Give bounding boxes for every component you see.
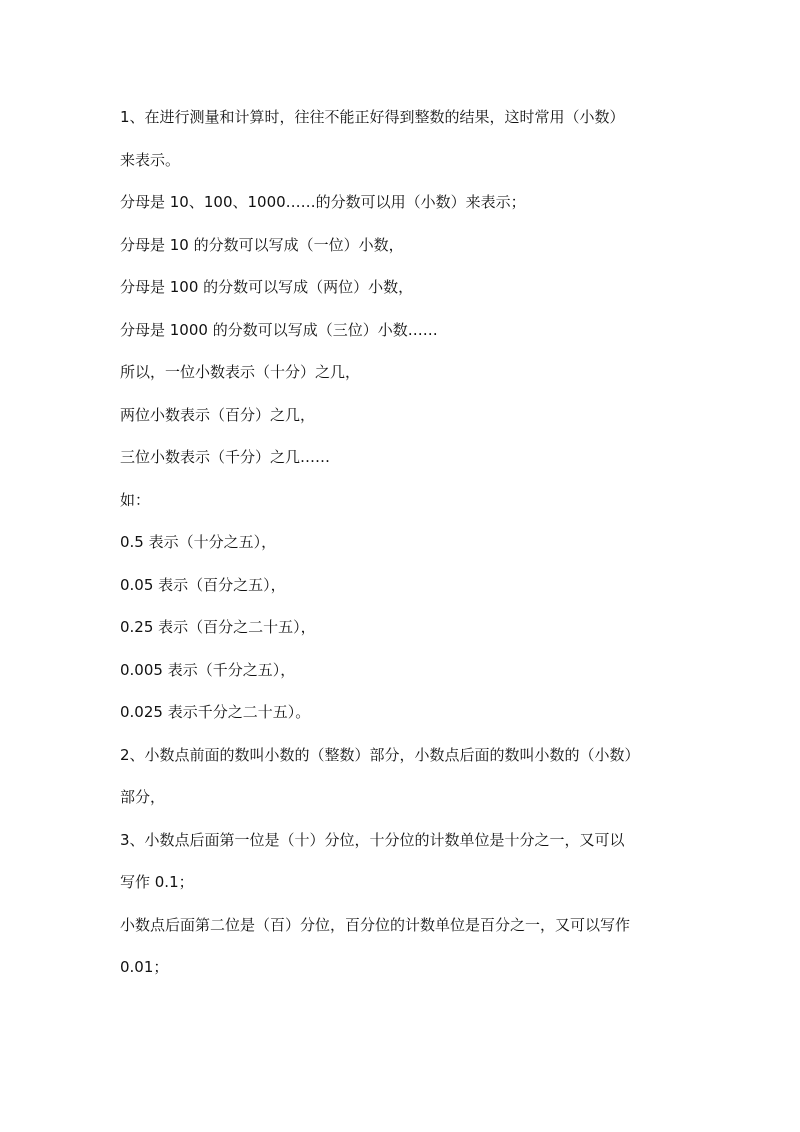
text-line: 分母是 10、100、1000……的分数可以用（小数）来表示；: [120, 193, 526, 211]
text-line: 如：: [120, 490, 151, 509]
text-line: 0.025 表示千分之二十五）。: [120, 703, 311, 721]
document-body: [120, 96, 695, 989]
text-line: 所以，一位小数表示（十分）之几，: [120, 363, 361, 381]
text-line: 分母是 100 的分数可以写成（两位）小数，: [120, 278, 414, 296]
text-line: 两位小数表示（百分）之几，: [120, 405, 316, 424]
text-line: 0.25 表示（百分之二十五），: [120, 618, 316, 636]
text-line: 0.5 表示（十分之五），: [120, 533, 277, 551]
text-line: 小数点后面第二位是（百）分位，百分位的计数单位是百分之一，又可以写作: [120, 915, 631, 934]
text-line: 三位小数表示（千分）之几……: [120, 448, 331, 466]
text-line: 分母是 1000 的分数可以写成（三位）小数……: [120, 320, 438, 339]
text-line: 2、小数点前面的数叫小数的（整数）部分，小数点后面的数叫小数的（小数）: [120, 745, 640, 764]
text-line: 0.01；: [120, 958, 169, 976]
text-line: 部分，: [120, 788, 166, 806]
text-line: 0.005 表示（千分之五），: [120, 660, 296, 679]
text-line: 1、在进行测量和计算时，往往不能正好得到整数的结果，这时常用（小数）: [120, 108, 625, 126]
text-line: 来表示。: [120, 150, 181, 169]
text-line: 分母是 10 的分数可以写成（一位）小数，: [120, 235, 404, 254]
text-line: 0.05 表示（百分之五），: [120, 575, 286, 594]
text-line: 写作 0.1；: [120, 873, 194, 891]
text-line: 3、小数点后面第一位是（十）分位，十分位的计数单位是十分之一，又可以: [120, 830, 625, 849]
